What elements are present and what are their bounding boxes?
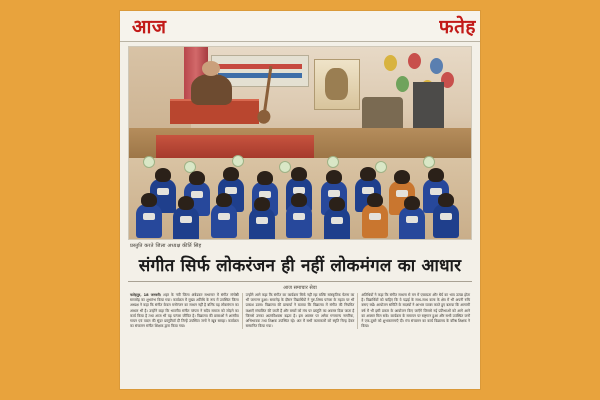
- article-column-1: [130, 293, 239, 329]
- newspaper-page: [120, 11, 480, 389]
- audience-child: [286, 204, 312, 238]
- column-text: उन्होंने आगे कहा कि संगीत का कार्यक्रम सिर्फ नहीं रहा बल्कि सांस्कृतिक चेतना का भी जागरण हुआ। समारोह के दौरान विद्यार्थियों ने गुरु-शिष्य परंपरा के महत्व पर भी प्रकाश डाला। विद्यालय की प्राचार्या ने बताया कि विद्यालय में संगीत की नियमित कक्षाएँ संचालित की जाती हैं और बच्चों को मंच पर प्रस्तुति का अवसर दिया जाता है जिससे उनका आत्मविश्वास बढ़ता है। इस अवसर पर अनेक गणमान्य नागरिक, अभिभावक तथा शिक्षक उपस्थित रहे। अंत में सभी कलाकारों को स्मृति चिन्ह देकर सम्मानित किया गया।: [245, 293, 355, 329]
- audience-child: [324, 208, 350, 240]
- article-headline: संगीत सिर्फ लोकरंजन ही नहीं लोकमंगल का आधार: [128, 253, 472, 282]
- article-column-2: [246, 293, 355, 329]
- loudspeaker: [413, 82, 444, 128]
- article-body: [130, 293, 470, 329]
- masthead-left-title: आज: [132, 16, 167, 38]
- banner-stripe-blue: [218, 73, 302, 78]
- audience-child: [362, 204, 388, 238]
- column-paragraph: [361, 293, 470, 329]
- balloon-icon: [384, 55, 397, 71]
- audience-child: [136, 204, 162, 238]
- stage-chair: [362, 97, 403, 128]
- audience-group: [129, 166, 471, 239]
- audience-child: [249, 208, 275, 240]
- banner-stripe-red: [218, 64, 302, 69]
- column-paragraph: [130, 293, 239, 329]
- column-text: शहर के नवीं जिला अंबेडकर सभागार में संगीत संगोष्ठी समारोह का शुभारंभ किया गया। कार्यक्रम में मुख्य अतिथि के रूप में उपस्थित जिला अध्यक्ष ने कहा कि संगीत केवल मनोरंजन का साधन नहीं है बल्कि यह लोकमंगल का आधार भी है। उन्होंने कहा कि भारतीय संगीत परंपरा ने सदैव समाज को जोड़ने का कार्य किया है तथा आज भी यह परंपरा जीवित है। विद्यालय की छात्राओं ने शास्त्रीय गायन एवं वादन की सुंदर प्रस्तुतियाँ दीं जिन्हें उपस्थित जनों ने खूब सराहा। कार्यक्रम का संचालन संगीत शिक्षक द्वारा किया गया।: [130, 293, 239, 329]
- column-text: अतिथियों ने कहा कि संगीत साधना से मन में एकाग्रता और धैर्य का भाव उत्पन्न होता है। विद्यार्थियों को चाहिए कि वे पढ़ाई के साथ-साथ कला के क्षेत्र में भी अपनी रुचि बनाए रखें। आयोजन समिति के सदस्यों ने आभार व्यक्त करते हुए बताया कि आगामी वर्ष में भी इसी प्रकार के आयोजन किए जाएँगे जिससे नई प्रतिभाओं को आगे आने का अवसर मिल सके। कार्यक्रम के समापन पर राष्ट्रगान हुआ और सभी उपस्थित जनों ने एक-दूसरे को शुभकामनाएँ दीं। मंच संचालन का कार्य विद्यालय के वरिष्ठ शिक्षक ने किया।: [361, 293, 471, 329]
- article-byline: आज समाचार सेवा: [283, 285, 317, 291]
- performer-figure: [191, 74, 232, 105]
- masthead-right-title: फतेह: [438, 16, 476, 38]
- photo-scene: [129, 47, 471, 239]
- dateline: फतेहपुर, 18 जनवरी।: [130, 293, 162, 297]
- balloon-icon: [408, 53, 421, 69]
- audience-child: [173, 207, 199, 240]
- column-paragraph: [246, 293, 355, 329]
- news-photo: [128, 46, 472, 240]
- balloon-icon: [430, 58, 443, 74]
- balloon-icon: [396, 76, 409, 92]
- deity-portrait: [314, 59, 360, 111]
- photo-caption: प्रस्तुति करते जिला अध्यक्ष कीर्ति सिंह: [130, 243, 202, 249]
- audience-child: [399, 207, 425, 240]
- audience-child: [433, 204, 459, 238]
- article-column-3: [361, 293, 470, 329]
- audience-child: [211, 204, 237, 238]
- newspaper-masthead: [120, 11, 480, 42]
